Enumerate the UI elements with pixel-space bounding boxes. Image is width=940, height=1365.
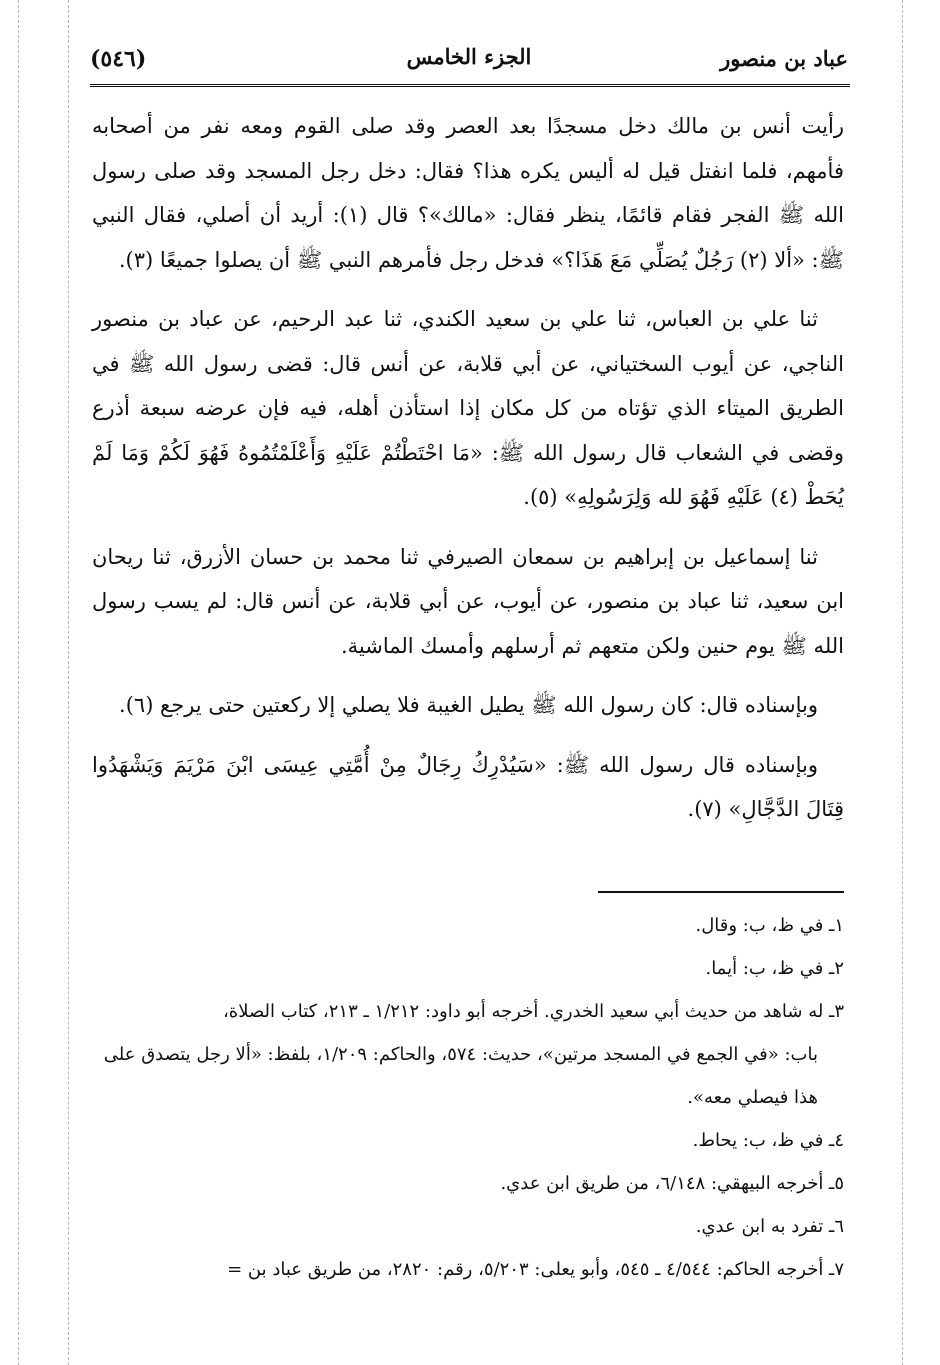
footnote: ٥ـ أخرجه البيهقي: ٦/١٤٨، من طريق ابن عدي. (500, 1173, 844, 1194)
body-paragraph: وبإسناده قال رسول الله ﷺ: «سَيُدْرِكُ رِجَالٌ مِنْ أُمَّتِي عِيسَى ابْنَ مَرْيَمَ وَيَشْهَدُوا قِتَالَ الدَّجَّالِ» (٧). (92, 752, 844, 821)
footnote-divider (598, 891, 844, 893)
part-title: الجزء الخامس (406, 44, 532, 69)
main-text (92, 104, 844, 847)
footnote-text: ٣ـ له شاهد من حديث أبي سعيد الخدري. أخرجه أبو داود: ١/٢١٢ ـ ٢١٣، كتاب الصلاة، (222, 1001, 844, 1022)
footnote: ٦ـ تفرد به ابن عدي. (695, 1216, 844, 1237)
footnote: ٧ـ أخرجه الحاكم: ٤/٥٤٤ ـ ٥٤٥، وأبو يعلى: ٥/٢٠٣، رقم: ٢٨٢٠، من طريق عباد بن = (227, 1259, 844, 1280)
page-number: (٥٤٦) (90, 46, 147, 72)
body-paragraph: ثنا علي بن العباس، ثنا علي بن سعيد الكندي، ثنا عبد الرحيم، عن عباد بن منصور الناجي، عن أيوب السختياني، عن أبي قلابة، عن أنس قال: قضى رسول الله ﷺ في الطريق الميتاء الذي تؤتاه من كل مكان إذا استأذن أهله، فيه فإن عرضه سبعة أذرع وقضى في الشعاب قال رسول الله ﷺ: «مَا احْتَطْتُمْ عَلَيْهِ وَأَعْلَمْتُمُوهُ فَهُوَ لَكُمْ وَمَا لَمْ يُحَطْ (٤) عَلَيْهِ فَهُوَ لله وَلِرَسُولِهِ» (٥). (92, 307, 844, 509)
footnote: ٤ـ في ظ، ب: يحاط. (692, 1130, 844, 1151)
footnote: ١ـ في ظ، ب: وقال. (695, 915, 844, 936)
footnote: ٢ـ في ظ، ب: أيما. (705, 958, 844, 979)
footnotes (92, 904, 844, 1291)
footnote (92, 990, 844, 1119)
scan-margin-line (18, 0, 19, 1365)
header-divider (90, 84, 850, 87)
section-name: عباد بن منصور (720, 46, 848, 71)
running-header (90, 40, 848, 80)
body-paragraph: رأيت أنس بن مالك دخل مسجدًا بعد العصر وقد صلى القوم ومعه نفر من أصحابه فأمهم، فلما انفتل قيل له أليس يكره هذا؟ فقال: دخل رجل المسجد وقد صلى رسول الله ﷺ الفجر فقام قائمًا، ينظر فقال: «مالك»؟ قال (١): أريد أن أصلي، فقال النبي ﷺ: «ألا (٢) رَجُلٌ يُصَلِّي مَعَ هَذَا؟» فدخل رجل فأمرهم النبي ﷺ أن يصلوا جميعًا (٣). (92, 114, 844, 272)
scan-margin-line (68, 0, 69, 1365)
footnote-continuation: باب: «في الجمع في المسجد مرتين»، حديث: ٥٧٤، والحاكم: ١/٢٠٩، بلفظ: «ألا رجل يتصدق على هذا فيصلي معه». (103, 1044, 818, 1108)
body-paragraph: وبإسناده قال: كان رسول الله ﷺ يطيل الغيبة فلا يصلي إلا ركعتين حتى يرجع (٦). (119, 693, 818, 717)
scan-margin-line (902, 0, 903, 1365)
body-paragraph: ثنا إسماعيل بن إبراهيم بن سمعان الصيرفي ثنا محمد بن حسان الأزرق، ثنا ريحان ابن سعيد، ثنا عباد بن منصور، عن أيوب، عن أبي قلابة، عن أنس قال: لم يسب رسول الله ﷺ يوم حنين ولكن متعهم ثم أرسلهم وأمسك الماشية. (92, 544, 844, 658)
